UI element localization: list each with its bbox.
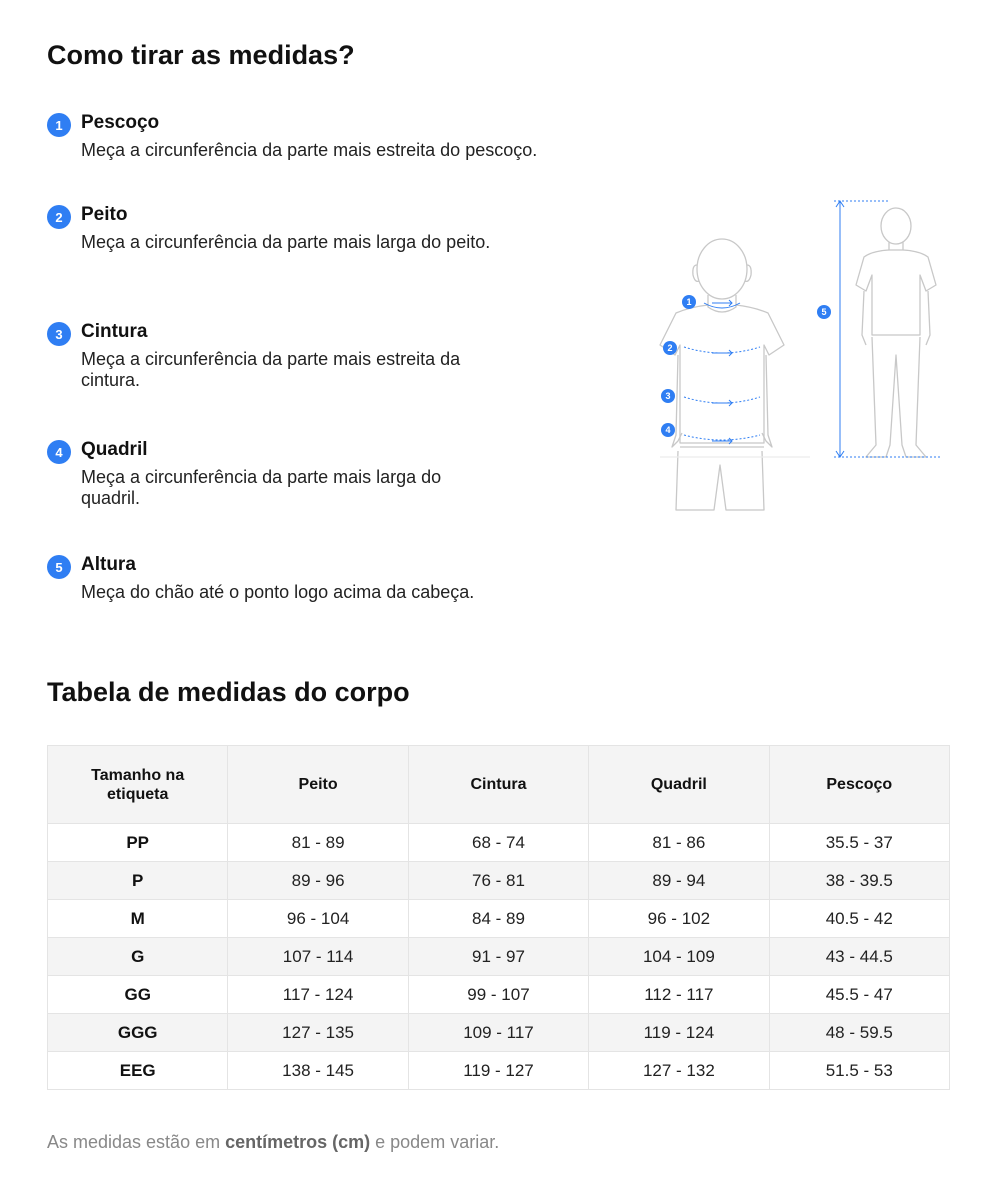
chest-cell: 117 - 124 [228,976,408,1014]
neck-cell: 51.5 - 53 [769,1052,949,1090]
figure-marker-5 [817,305,831,319]
step-title: Altura [81,554,136,575]
step-title: Peito [81,204,128,225]
neck-cell: 35.5 - 37 [769,824,949,862]
figure-marker-1 [682,295,696,309]
svg-text:5: 5 [821,307,827,317]
step-title: Cintura [81,321,148,342]
neck-cell: 45.5 - 47 [769,976,949,1014]
svg-text:2: 2 [667,343,673,353]
hip-cell: 96 - 102 [589,900,769,938]
size-cell: P [48,862,228,900]
measurement-illustration [650,195,950,515]
table-row [48,862,950,900]
step-title: Quadril [81,439,148,460]
hip-cell: 81 - 86 [589,824,769,862]
table-row [48,938,950,976]
table-row [48,1014,950,1052]
chest-cell: 127 - 135 [228,1014,408,1052]
step-hip [47,439,607,514]
table-row [48,900,950,938]
table-row [48,976,950,1014]
chest-cell: 96 - 104 [228,900,408,938]
table-row [48,1052,950,1090]
step-description: Meça a circunferência da parte mais estreita da cintura. [81,349,461,390]
figure-marker-3 [661,389,675,403]
step-description: Meça a circunferência da parte mais larga do peito. [81,232,491,252]
body-front-illustration [660,239,810,510]
column-header-size: Tamanho na etiqueta [48,746,228,824]
neck-cell: 48 - 59.5 [769,1014,949,1052]
waist-cell: 84 - 89 [408,900,588,938]
waist-cell: 99 - 107 [408,976,588,1014]
waist-cell: 68 - 74 [408,824,588,862]
step-description: Meça do chão até o ponto logo acima da cabeça. [81,582,475,602]
column-header-hip: Quadril [589,746,769,824]
hip-cell: 119 - 124 [589,1014,769,1052]
figure-marker-4 [661,423,675,437]
body-full-illustration [856,208,936,457]
step-number-badge: 3 [47,322,71,346]
size-table [47,745,950,1090]
column-header-chest: Peito [228,746,408,824]
step-title: Pescoço [81,112,160,133]
size-cell: M [48,900,228,938]
size-cell: GG [48,976,228,1014]
step-description: Meça a circunferência da parte mais estreita do pescoço. [81,140,538,160]
neck-cell: 38 - 39.5 [769,862,949,900]
how-to-measure-title: Como tirar as medidas? [47,40,355,70]
hip-cell: 89 - 94 [589,862,769,900]
column-header-neck: Pescoço [769,746,949,824]
waist-cell: 76 - 81 [408,862,588,900]
size-cell: EEG [48,1052,228,1090]
chest-cell: 89 - 96 [228,862,408,900]
size-table-title: Tabela de medidas do corpo [47,677,410,707]
step-number-badge: 1 [47,113,71,137]
hip-cell: 127 - 132 [589,1052,769,1090]
step-description: Meça a circunferência da parte mais larga do quadril. [81,467,442,508]
figure-marker-2 [663,341,677,355]
size-cell: PP [48,824,228,862]
waist-cell: 91 - 97 [408,938,588,976]
column-header-waist: Cintura [408,746,588,824]
step-chest [47,204,607,254]
step-height [47,554,607,604]
table-row [48,824,950,862]
neck-cell: 40.5 - 42 [769,900,949,938]
measure-arrow-icon [712,300,732,444]
svg-text:4: 4 [665,425,671,435]
footnote-suffix: e podem variar. [370,1132,500,1152]
chest-cell: 107 - 114 [228,938,408,976]
footnote-prefix: As medidas estão em [47,1132,226,1152]
chest-cell: 81 - 89 [228,824,408,862]
units-footnote [47,1132,499,1153]
waist-cell: 109 - 117 [408,1014,588,1052]
table-header-row [48,746,950,824]
svg-text:3: 3 [665,391,671,401]
step-number-badge: 5 [47,555,71,579]
step-number-badge: 2 [47,205,71,229]
size-cell: GGG [48,1014,228,1052]
svg-text:1: 1 [686,297,692,307]
hip-cell: 104 - 109 [589,938,769,976]
size-cell: G [48,938,228,976]
waist-cell: 119 - 127 [408,1052,588,1090]
footnote-unit: centímetros (cm) [225,1132,371,1152]
step-number-badge: 4 [47,440,71,464]
neck-cell: 43 - 44.5 [769,938,949,976]
chest-cell: 138 - 145 [228,1052,408,1090]
step-neck [47,112,607,162]
hip-cell: 112 - 117 [589,976,769,1014]
step-waist [47,321,607,396]
